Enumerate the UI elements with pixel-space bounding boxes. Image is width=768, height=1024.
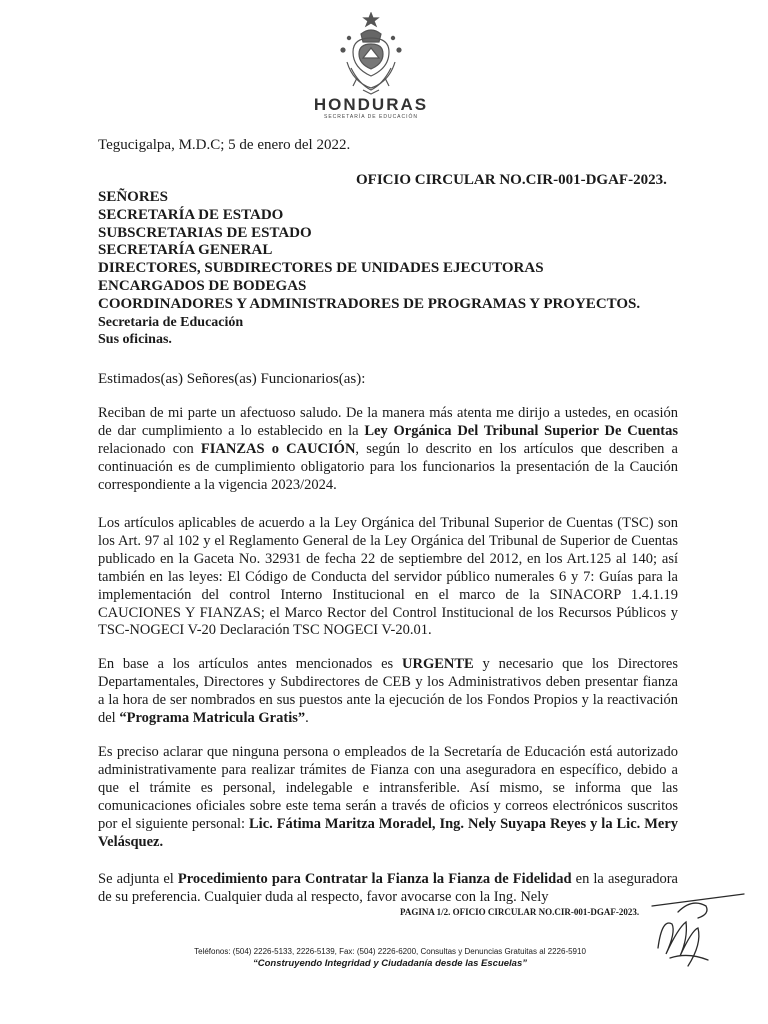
addressee-line: ENCARGADOS DE BODEGAS [98,277,307,294]
page-indicator: PAGINA 1/2. OFICIO CIRCULAR NO.CIR-001-DGAF-2023. [400,907,640,917]
paragraph-urgency [98,656,678,728]
text-run: Reciban de mi parte un afectuoso saludo. De la manera más atenta me dirijo a ustedes, en ocasión de dar cumplimiento a lo establecido en la [98,405,678,439]
text-run: relacionado con [98,440,201,457]
procedure-title: Procedimiento para Contratar la Fianza la Fianza de Fidelidad [177,871,572,887]
law-reference: Ley Orgánica Del Tribunal Superior De Cuentas [364,422,678,439]
paragraph-attachment [98,871,678,907]
ministry-name: SECRETARÍA DE EDUCACIÓN [323,114,419,120]
addressee-block [98,189,698,349]
addressee-line: SUBSCRETARIAS DE ESTADO [98,224,312,241]
addressee-line: SECRETARÍA DE ESTADO [98,206,284,223]
addressee-line: SECRETARÍA GENERAL [98,242,273,259]
authorized-staff: Lic. Fátima Maritza Moradel, Ing. Nely Suyapa Reyes y la Lic. Mery Velásquez. [98,815,678,850]
greeting: Estimados(as) Señores(as) Funcionarios(as): [98,371,366,387]
paragraph-introduction [98,405,678,495]
text-run: . [305,709,309,726]
paragraph-legal-articles: Los artículos aplicables de acuerdo a la Ley Orgánica del Tribunal Superior de Cuentas (TSC) son los Art. 97 al 102 y el Reglamento General de la Ley Orgánica del Tribunal de Superior de Cuentas publicado en la Gaceta No. 32931 de fecha 22 de septiembre del 2012, en los Art.125 al 140; así también en las leyes: El Código de Conducta del servidor público numerales 6 y 7: Guías para la implementación del control Interno Institucional en el marco de la SINACORP 1.4.1.19 CAUCIONES Y FIANZAS; el Marco Rector del Control Institucional de los Recursos Públicos y TSC-NOGECI V-20 Declaración TSC NOGECI V-20.01. [98,515,678,639]
footer [140,946,640,970]
addressee-line: COORDINADORES Y ADMINISTRADORES DE PROGRAMAS Y PROYECTOS. [98,295,641,312]
coat-of-arms-seal-icon [333,12,409,96]
paragraph-clarification [98,744,678,851]
date-line: Tegucigalpa, M.D.C; 5 de enero del 2022. [98,137,351,153]
contact-line: Teléfonos: (504) 2226-5133, 2226-5139, Fax: (504) 2226-6200, Consultas y Denuncias Gratuitas al 2226-5910 [194,947,586,956]
addressee-line: Secretaria de Educación [98,314,244,330]
text-run: y necesario que los Directores Departamentales, Directores y Subdirectores de CEB y los Administrativos deben presentar fianza a la hora de ser nombrados en sus puestos ante la ejecución de los Fondos Propios y la reactivación del [98,656,678,726]
letterhead [260,96,482,121]
text-run: en la aseguradora de su preferencia. Cualquier duda al respecto, favor avocarse con la Ing. Nely [98,871,678,905]
addressee-line: SEÑORES [98,189,169,205]
program-name: “Programa Matricula Gratis” [119,709,306,726]
circular-reference: OFICIO CIRCULAR NO.CIR-001-DGAF-2023. [356,172,667,188]
text-run: Se adjunta el [98,871,178,887]
country-name: HONDURAS [313,95,429,114]
text-run: , según lo descrito en los artículos que describen a continuación es de cumplimiento obligatorio para los funcionarios la presentación de la Caución correspondiente a la vigencia 2023/2024. [98,440,678,493]
text-run: En base a los artículos antes mencionados es [98,656,402,672]
addressee-line: DIRECTORES, SUBDIRECTORES DE UNIDADES EJECUTORAS [98,260,544,277]
addressee-line: Sus oficinas. [98,332,172,348]
bond-term: FIANZAS o CAUCIÓN [200,440,356,457]
text-run: Es preciso aclarar que ninguna persona o empleados de la Secretaría de Educación está autorizado administrativamente para realizar trámites de Fianza con una aseguradora en específico, debido a que el trámite es personal, indelegable e intransferible. Así mismo, se informa que las comunicaciones oficiales sobre este tema serán a través de oficios y correos electrónicos suscritos por el siguiente personal: [98,744,678,832]
motto: “Construyendo Integridad y Ciudadanía desde las Escuelas” [253,958,527,969]
handwritten-signature-icon [648,888,753,978]
urgent-label: URGENTE [402,656,474,672]
